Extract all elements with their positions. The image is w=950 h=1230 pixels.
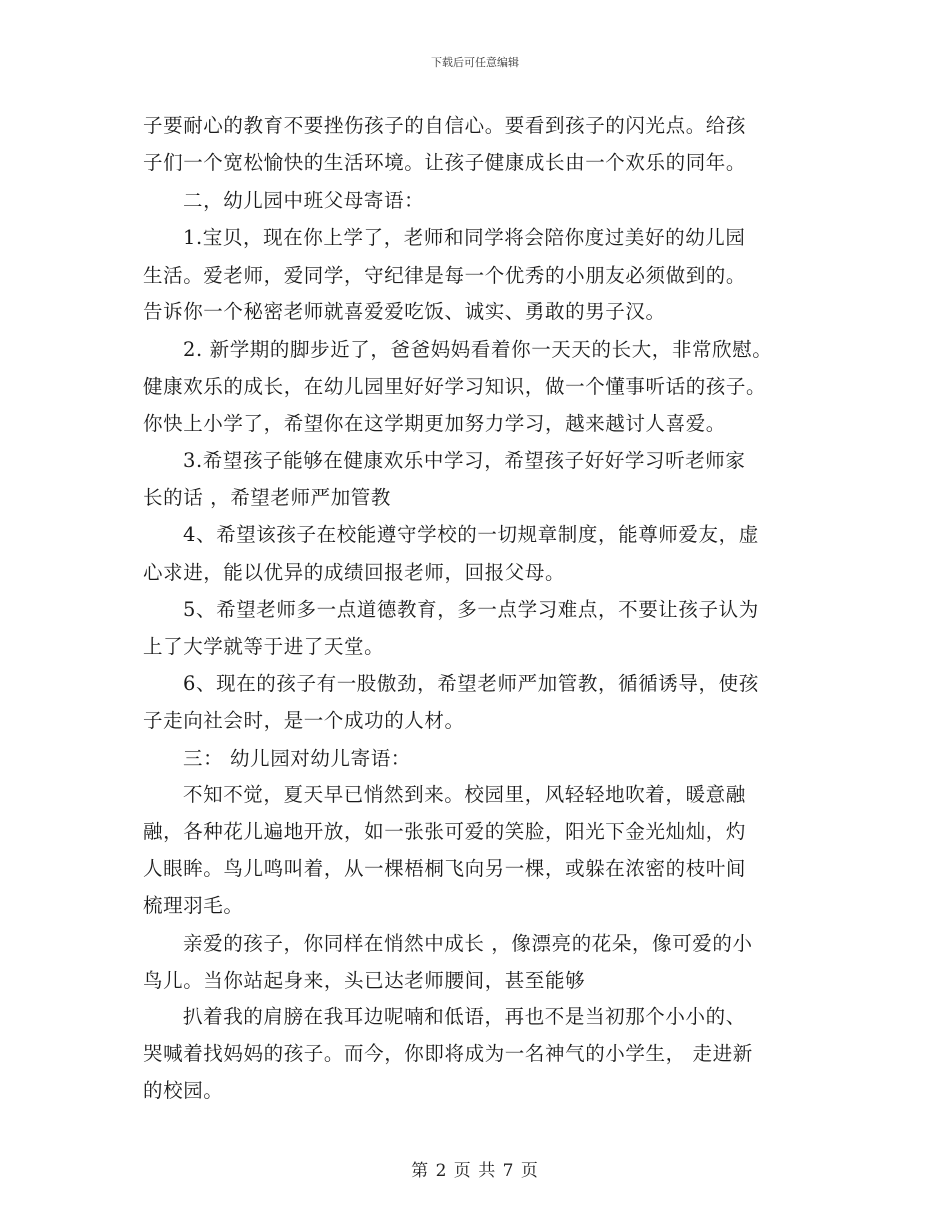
body-line: 告诉你一个秘密老师就喜爱爱吃饭、诚实、勇敢的男子汉。 (143, 300, 666, 323)
body-line: 鸟儿。当你站起身来，头已达老师腰间，甚至能够 (143, 969, 586, 992)
body-line: 6、现在的孩子有一股傲劲，希望老师严加管教，循循诱导，使孩 (183, 672, 759, 695)
body-line: 亲爱的孩子，你同样在悄然中成长 ，像漂亮的花朵，像可爱的小 (183, 932, 753, 955)
body-line: 心求进，能以优异的成绩回报老师，回报父母。 (143, 561, 566, 584)
body-line: 子走向社会时，是一个成功的人材。 (143, 709, 465, 732)
body-line: 上了大学就等于进了天堂。 (143, 635, 385, 658)
body-line: 2. 新学期的脚步近了，爸爸妈妈看着你一天天的长大，非常欣慰。 (183, 338, 773, 361)
body-line: 哭喊着找妈妈的孩子。而今，你即将成为一名神气的小学生， 走进新 (143, 1042, 753, 1065)
body-line: 4、希望该孩子在校能遵守学校的一切规章制度，能尊师爱友，虚 (183, 523, 759, 546)
body-line: 5、希望老师多一点道德教育，多一点学习难点，不要让孩子认为 (183, 598, 759, 621)
body-line: 长的话 ，希望老师严加管教 (143, 486, 391, 509)
body-line: 梳理羽毛。 (143, 894, 244, 917)
body-line: 融，各种花儿遍地开放，如一张张可爱的笑脸，阳光下金光灿灿，灼 (143, 820, 747, 843)
body-line: 子要耐心的教育不要挫伤孩子的自信心。要看到孩子的闪光点。给孩 (143, 114, 747, 137)
body-line: 扒着我的肩膀在我耳边呢喃和低语，再也不是当初那个小小的、 (183, 1005, 746, 1028)
body-line: 不知不觉，夏天早已悄然到来。校园里，风轻轻地吹着，暖意融 (183, 783, 746, 806)
body-line: 人眼眸。鸟儿鸣叫着，从一棵梧桐飞向另一棵，或躲在浓密的枝叶间 (143, 857, 747, 880)
section-heading: 二，幼儿园中班父母寄语： (183, 189, 425, 212)
body-line: 生活。爱老师，爱同学，守纪律是每一个优秀的小朋友必须做到的。 (143, 264, 747, 287)
page-header-note: 下载后可任意编辑 (431, 56, 519, 69)
section-heading: 三： 幼儿园对幼儿寄语： (183, 747, 411, 770)
body-line: 子们一个宽松愉快的生活环境。让孩子健康成长由一个欢乐的同年。 (143, 151, 747, 174)
body-line: 3.希望孩子能够在健康欢乐中学习，希望孩子好好学习听老师家 (183, 449, 746, 472)
body-line: 健康欢乐的成长，在幼儿园里好好学习知识，做一个懂事听话的孩子。 (143, 375, 767, 398)
page-number: 第 2 页 共 7 页 (411, 1161, 539, 1181)
body-line: 你快上小学了，希望你在这学期更加努力学习，越来越讨人喜爱。 (143, 412, 726, 435)
body-line: 的校园。 (143, 1079, 224, 1102)
body-line: 1.宝贝，现在你上学了，老师和同学将会陪你度过美好的幼儿园 (183, 226, 746, 249)
